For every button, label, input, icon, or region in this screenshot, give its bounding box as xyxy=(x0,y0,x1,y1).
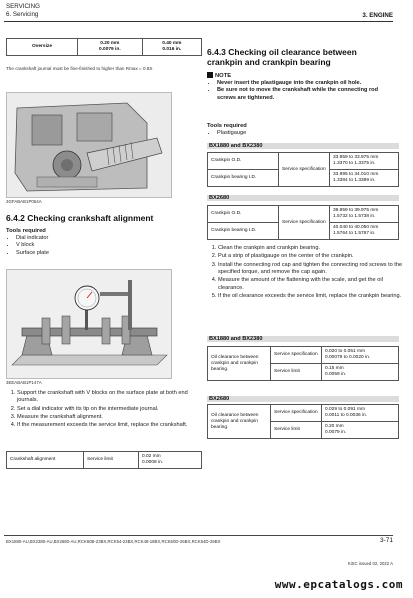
header-subsection: 6. Servicing xyxy=(6,11,39,18)
note-icon xyxy=(207,72,213,78)
table-label: Service limit xyxy=(84,452,139,469)
table-item: Crankshaft alignment xyxy=(7,452,84,469)
table-cell: 40.040 to 40.050 mm 1.5764 to 1.5767 in. xyxy=(330,223,399,240)
list-item: • Surface plate xyxy=(16,250,202,257)
table-cell: Crankpin bearing I.D. xyxy=(208,223,279,240)
list-item: 5. If the oil clearance exceeds the service limit, replace the crankpin bearing. xyxy=(218,293,408,300)
list-item: • Plastigauge xyxy=(217,130,397,137)
engine-block-figure xyxy=(6,92,172,198)
od-table-a xyxy=(207,152,399,187)
list-item: 1. Support the crankshaft with V blocks on the surface plate at both end journals. xyxy=(17,390,207,404)
list-item: 2. Set a dial indicator with its tip on the intermediate journal. xyxy=(17,406,207,413)
table-cell: 33.995 to 34.010 mm 1.3384 to 1.3389 in. xyxy=(330,170,399,187)
table-cell: Oil clearance between crankpin and crankpin bearing. xyxy=(208,347,271,381)
table-cell: 39.959 to 39.975 mm 1.5732 to 1.5738 in. xyxy=(330,206,399,223)
footer-divider xyxy=(4,535,393,536)
table-cell: 0.15 mm 0.0059 in. xyxy=(322,364,399,381)
header-chapter: 3. ENGINE xyxy=(362,12,393,19)
list-item: 2. Put a strip of plastigauge on the center of the crankpin. xyxy=(218,253,408,260)
table-cell: Crankpin O.D. xyxy=(208,153,279,170)
table-cell: 0.029 to 0.091 mm 0.0011 to 0.0036 in. xyxy=(322,405,399,422)
oversize-col1: 0.20 mm 0.0079 in. xyxy=(78,39,143,56)
crankshaft-figure xyxy=(6,269,172,379)
crankshaft-alignment-illustration xyxy=(7,270,171,378)
list-item: 1. Clean the crankpin and crankpin bearing. xyxy=(218,245,408,252)
note-block xyxy=(207,72,397,102)
oil-clearance-table-b xyxy=(207,404,399,439)
oil-clearance-table-a xyxy=(207,346,399,381)
page-header xyxy=(6,3,40,19)
footer-models: BX1880-AU,BX2380-AU,BX2680-AU,RCK60B-23BX,RCK54-23BX,RCK48-18BX,RCK60D-26BX,RCK54D-26BX xyxy=(6,539,221,544)
oversize-note: The crankshaft journal must be fine-finished to higher than Rmax = 0.8S xyxy=(6,66,153,71)
list-item: 4. Measure the amount of the flattening with the scale, and get the oil clearance. xyxy=(218,277,408,291)
od-table-b xyxy=(207,205,399,240)
list-item: • Never insert the plastigauge into the crankpin oil hole. xyxy=(217,80,397,87)
tools-list xyxy=(207,130,397,137)
note-heading: NOTE xyxy=(207,72,397,80)
section-643-tools xyxy=(207,123,397,137)
section-642-title: 6.4.2 Checking crankshaft alignment xyxy=(6,213,154,223)
engine-block-illustration xyxy=(7,93,171,197)
table-cell: 33.959 to 33.975 mm 1.3370 to 1.3375 in. xyxy=(330,153,399,170)
list-item: • V block xyxy=(16,242,202,249)
list-item: 3. Install the connecting rod cap and tighten the connecting rod screws to the specified torque, and remove the cap again. xyxy=(218,262,408,276)
table-cell: Service limit xyxy=(271,422,322,439)
table-cell: Oil clearance between crankpin and crankpin bearing. xyxy=(208,405,271,439)
figure2-caption: 3EEABAB1P147A xyxy=(6,380,42,385)
section-643-steps xyxy=(207,245,408,301)
model-heading-b: BX2680 xyxy=(207,195,399,201)
watermark: www.epcatalogs.com xyxy=(274,578,403,591)
list-item: • Dial indicator xyxy=(16,235,202,242)
header-section: SERVICING xyxy=(6,3,40,10)
model-heading-b2: BX2680 xyxy=(207,396,399,402)
table-cell: 0.20 mm 0.0079 in. xyxy=(322,422,399,439)
model-heading-a2: BX1880 and BX2380 xyxy=(207,336,399,342)
oversize-col2: 0.40 mm 0.016 in. xyxy=(142,39,201,56)
table-cell: Crankpin O.D. xyxy=(208,206,279,223)
page-number: 3-71 xyxy=(379,537,393,544)
tools-list xyxy=(6,235,202,257)
header-divider xyxy=(4,21,393,22)
table-cell: Service specification xyxy=(271,405,322,422)
table-value: 0.02 mm 0.0008 in. xyxy=(139,452,202,469)
oversize-label: Oversize xyxy=(7,39,78,56)
table-cell: Service specification xyxy=(279,206,330,240)
crankshaft-alignment-table xyxy=(6,451,202,469)
table-cell: 0.020 to 0.051 mm 0.00079 to 0.0020 in. xyxy=(322,347,399,364)
table-cell: Service specification xyxy=(271,347,322,364)
list-item: 4. If the measurement exceeds the service limit, replace the crankshaft. xyxy=(17,422,207,429)
tools-required-label: Tools required xyxy=(6,228,46,234)
model-heading-a: BX1880 and BX2380 xyxy=(207,143,399,149)
note-list xyxy=(207,80,397,102)
table-cell: Crankpin bearing I.D. xyxy=(208,170,279,187)
issue-info: KiSC issued 02, 2022 A xyxy=(347,561,393,566)
list-item: • Be sure not to move the crankshaft while the connecting rod screws are tightened. xyxy=(217,87,397,101)
figure1-caption: 3GFABAB1P054A xyxy=(6,199,42,204)
list-item: 3. Measure the crankshaft alignment. xyxy=(17,414,207,421)
section-643-title: 6.4.3 Checking oil clearance between crankpin and crankpin bearing xyxy=(207,47,357,67)
section-642-steps xyxy=(6,390,207,431)
tools-required-label: Tools required xyxy=(207,123,247,129)
oversize-table xyxy=(6,38,202,56)
table-cell: Service specification xyxy=(279,153,330,187)
section-642-tools xyxy=(6,228,202,257)
table-cell: Service limit xyxy=(271,364,322,381)
